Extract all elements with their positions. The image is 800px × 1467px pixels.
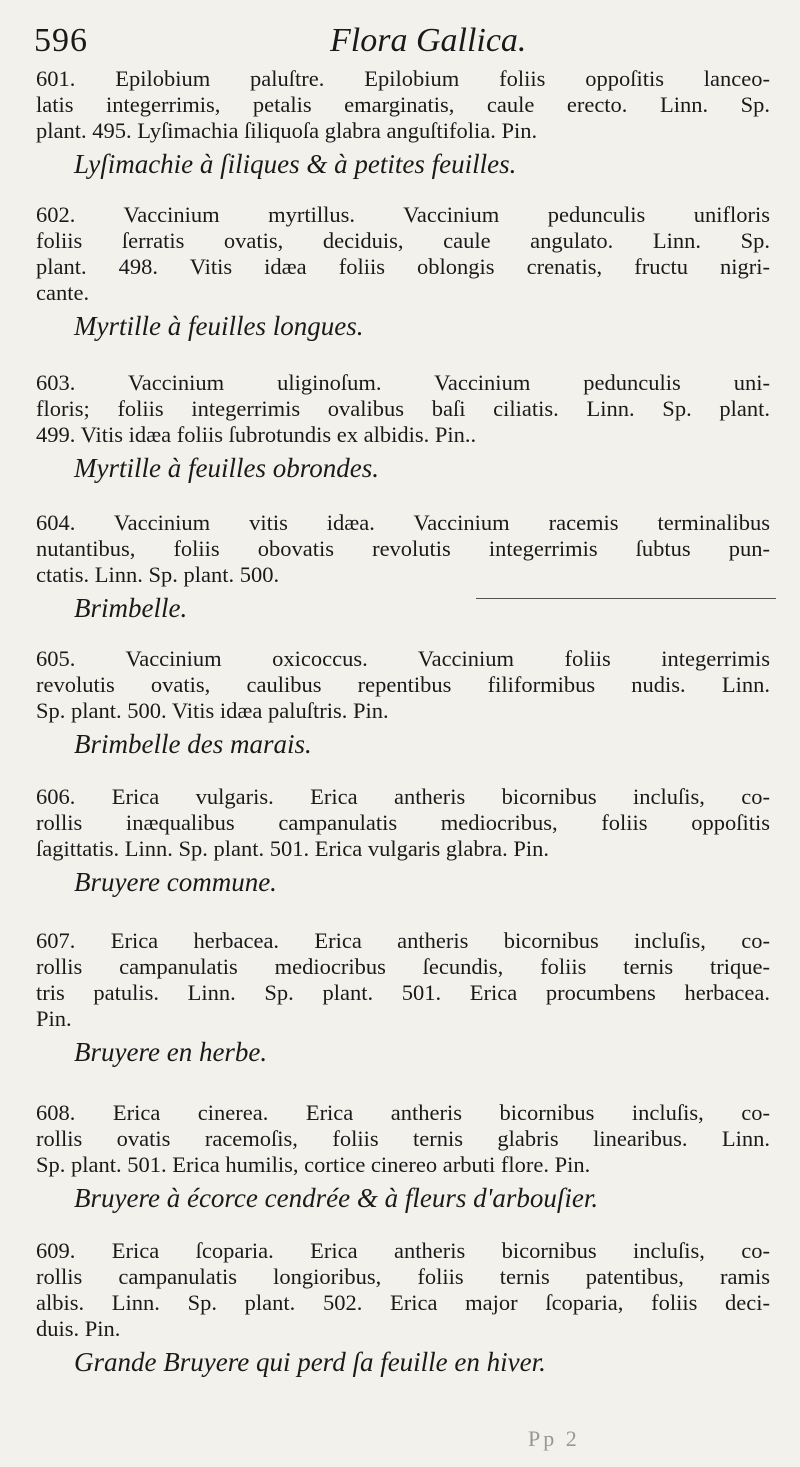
running-title: Flora Gallica.: [330, 22, 527, 59]
species-entry-608: [36, 1100, 770, 1214]
entry-line: plant. 498. Vitis idæa foliis oblongis crenatis, fructu nigri-: [36, 254, 770, 279]
vernacular-name: Lyſimachie à ſiliques & à petites feuilles.: [74, 149, 517, 179]
vernacular-name: Myrtille à feuilles obrondes.: [74, 453, 379, 483]
signature-mark: Pp 2: [528, 1426, 580, 1451]
entry-line: 605. Vaccinium oxicoccus. Vaccinium foliis integerrimis: [36, 646, 770, 671]
species-entry-602: [36, 202, 770, 342]
entry-line: rollis inæqualibus campanulatis mediocribus, foliis oppoſitis: [36, 810, 770, 835]
entry-line: Sp. plant. 501. Erica humilis, cortice cinereo arbuti flore. Pin.: [36, 1152, 591, 1177]
entry-line: 609. Erica ſcoparia. Erica antheris bicornibus incluſis, co-: [36, 1238, 770, 1263]
entry-line: floris; foliis integerrimis ovalibus baſi ciliatis. Linn. Sp. plant.: [36, 396, 770, 421]
entry-line: plant. 495. Lyſimachia ſiliquoſa glabra anguſtifolia. Pin.: [36, 118, 538, 143]
vernacular-name: Bruyere à écorce cendrée & à fleurs d'arbouſier.: [74, 1183, 599, 1213]
species-entry-607: [36, 928, 770, 1068]
entry-line: latis integerrimis, petalis emarginatis, caule erecto. Linn. Sp.: [36, 92, 770, 117]
species-entry-601: [36, 66, 770, 180]
entry-line: 608. Erica cinerea. Erica antheris bicornibus incluſis, co-: [36, 1100, 770, 1125]
vernacular-name: Grande Bruyere qui perd ſa feuille en hiver.: [74, 1347, 546, 1377]
entry-line: tris patulis. Linn. Sp. plant. 501. Erica procumbens herbacea.: [36, 980, 770, 1005]
vernacular-name: Brimbelle des marais.: [74, 729, 312, 759]
divider-rule: [476, 598, 776, 599]
entry-line: 604. Vaccinium vitis idæa. Vaccinium racemis terminalibus: [36, 510, 770, 535]
entry-line: foliis ſerratis ovatis, deciduis, caule angulato. Linn. Sp.: [36, 228, 770, 253]
entry-line: nutantibus, foliis obovatis revolutis integerrimis ſubtus pun-: [36, 536, 770, 561]
page-number: 596: [34, 22, 88, 59]
entry-line: Pin.: [36, 1006, 72, 1031]
page-header: [34, 18, 774, 62]
entry-line: 602. Vaccinium myrtillus. Vaccinium pedunculis unifloris: [36, 202, 770, 227]
species-entry-609: [36, 1238, 770, 1378]
vernacular-name: Brimbelle.: [74, 593, 188, 623]
vernacular-name: Bruyere commune.: [74, 867, 277, 897]
entry-line: rollis campanulatis longioribus, foliis ternis patentibus, ramis: [36, 1264, 770, 1289]
entry-line: 607. Erica herbacea. Erica antheris bicornibus incluſis, co-: [36, 928, 770, 953]
vernacular-name: Myrtille à feuilles longues.: [74, 311, 364, 341]
species-entry-603: [36, 370, 770, 484]
species-entry-606: [36, 784, 770, 898]
entry-line: duis. Pin.: [36, 1316, 121, 1341]
entry-line: revolutis ovatis, caulibus repentibus filiformibus nudis. Linn.: [36, 672, 770, 697]
entry-line: 603. Vaccinium uliginoſum. Vaccinium pedunculis uni-: [36, 370, 770, 395]
entry-line: ſagittatis. Linn. Sp. plant. 501. Erica vulgaris glabra. Pin.: [36, 836, 550, 861]
entry-line: cante.: [36, 280, 90, 305]
entry-line: 601. Epilobium paluſtre. Epilobium foliis oppoſitis lanceo-: [36, 66, 770, 91]
vernacular-name: Bruyere en herbe.: [74, 1037, 268, 1067]
entry-line: 606. Erica vulgaris. Erica antheris bicornibus incluſis, co-: [36, 784, 770, 809]
entry-line: rollis campanulatis mediocribus ſecundis, foliis ternis trique-: [36, 954, 770, 979]
entry-line: rollis ovatis racemoſis, foliis ternis glabris linearibus. Linn.: [36, 1126, 770, 1151]
entry-line: ctatis. Linn. Sp. plant. 500.: [36, 562, 280, 587]
entry-line: albis. Linn. Sp. plant. 502. Erica major ſcoparia, foliis deci-: [36, 1290, 770, 1315]
species-entry-604: [36, 510, 770, 624]
entry-line: Sp. plant. 500. Vitis idæa paluſtris. Pin.: [36, 698, 389, 723]
entry-line: 499. Vitis idæa foliis ſubrotundis ex albidis. Pin..: [36, 422, 477, 447]
species-entry-605: [36, 646, 770, 760]
